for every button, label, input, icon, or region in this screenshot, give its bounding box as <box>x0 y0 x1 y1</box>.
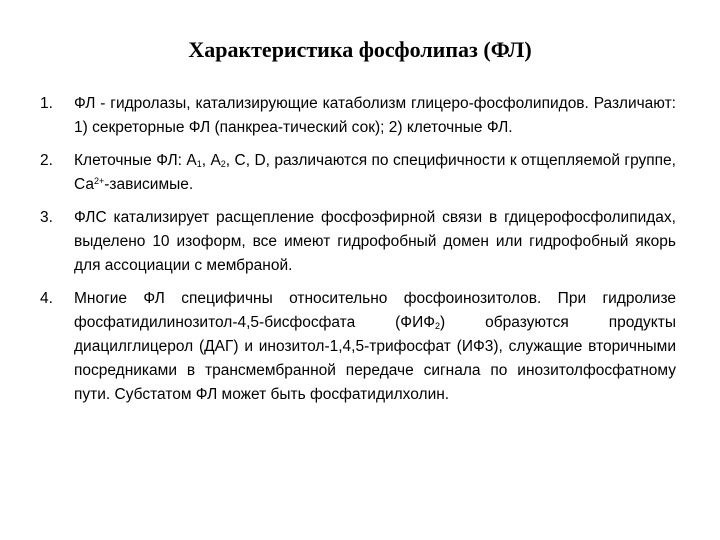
text-run: Многие ФЛ специфичны относительно фосфоинозитолов. При гидролизе фосфатидилинозитол-4,5-бисфосфата (ФИФ <box>74 290 676 331</box>
list-item-text <box>74 149 676 197</box>
list-item-2 <box>40 149 676 197</box>
superscript: 2+ <box>94 176 105 186</box>
text-run: , А <box>201 152 221 169</box>
list-item-4 <box>40 287 676 407</box>
text-run: ) образуются продукты диацилглицерол (ДАГ) и инозитол-1,4,5-трифосфат (ИФ3), служащие вторичными посредниками в трансмембранной передаче сигнала по инозитолфосфатному пути. Субстатом ФЛ может быть фосфатидилхолин. <box>74 314 676 403</box>
list-item-text: ФЛ - гидролазы, катализирующие катаболизм глицеро-фосфолипидов. Различают: 1) секреторные ФЛ (панкреа-тический сок); 2) клеточные ФЛ. <box>74 95 676 136</box>
numbered-list <box>40 92 676 416</box>
list-item-3 <box>40 206 676 278</box>
text-run: , С, D, различаются по специфичности к отщепляемой группе, Са <box>74 152 676 193</box>
list-item-text: ФЛС катализирует расщепление фосфоэфирной связи в гдицерофосфолипидах, выделено 10 изоформ, все имеют гидрофобный домен или гидрофобный якорь для ассоциации с мембраной. <box>74 209 676 274</box>
text-run: Клеточные ФЛ: А <box>74 152 197 169</box>
subscript: 2 <box>220 159 226 169</box>
list-item-text <box>74 287 676 407</box>
subscript: 1 <box>196 159 202 169</box>
list-item-number: 3. <box>40 209 53 226</box>
list-item-number: 4. <box>40 290 53 307</box>
text-run: -зависимые. <box>104 176 194 193</box>
subscript: 2 <box>435 321 441 331</box>
list-item-number: 1. <box>40 95 53 112</box>
list-item-number: 2. <box>40 152 53 169</box>
list-item-1 <box>40 92 676 140</box>
page-title: Характеристика фосфолипаз (ФЛ) <box>188 37 532 62</box>
